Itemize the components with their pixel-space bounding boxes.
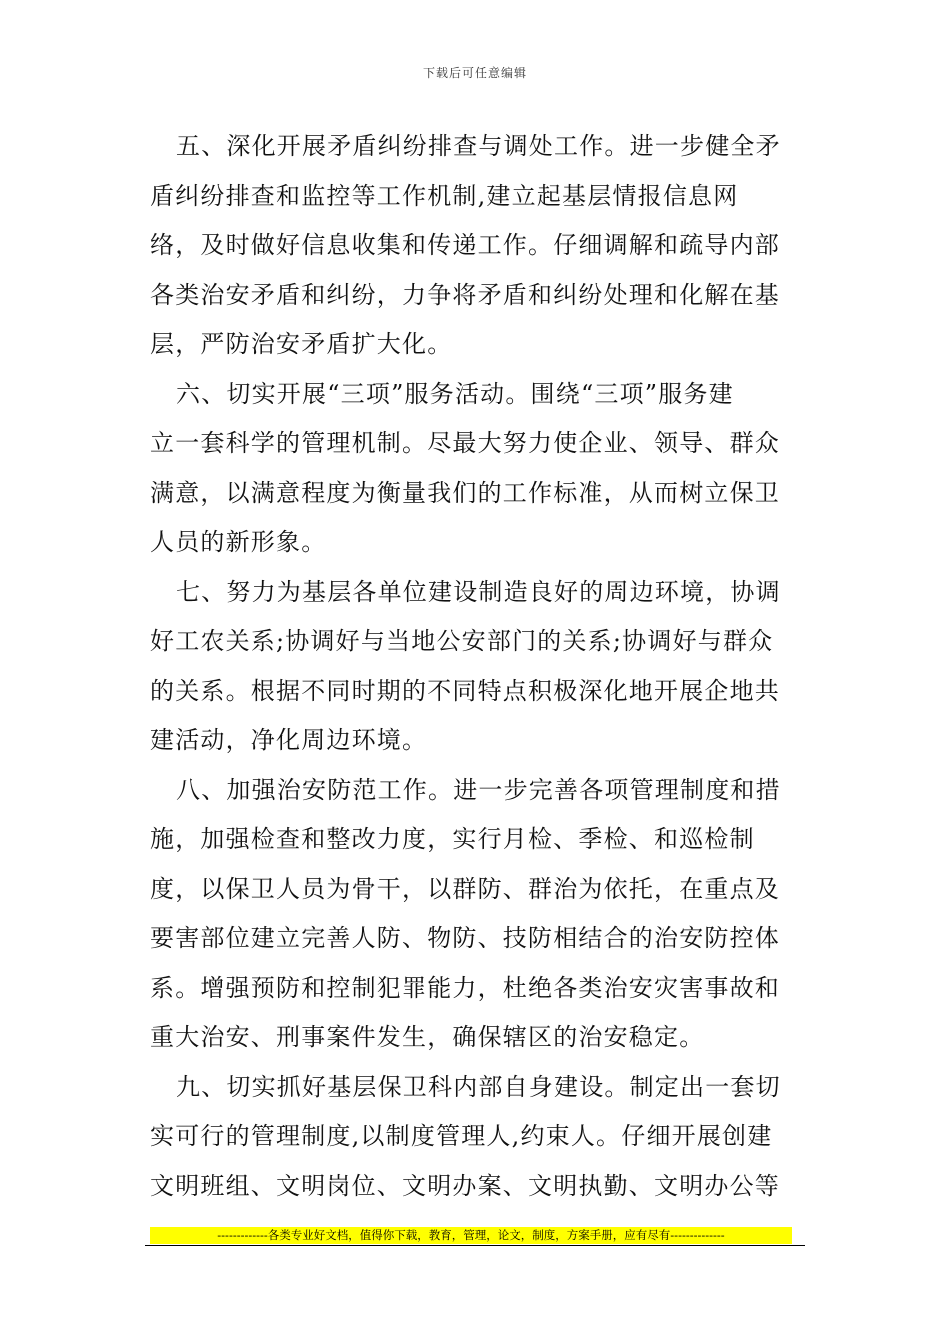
text-line: 施，加强检查和整改力度，实行月检、季检、和巡检制 [150, 825, 755, 853]
text-line: 七、努力为基层各单位建设制造良好的周边环境，协调 [176, 577, 781, 606]
text-line: 层，严防治安矛盾扩大化。 [150, 330, 453, 358]
text-line: 实可行的管理制度,以制度管理人,约束人。仔细开展创建 [150, 1122, 773, 1150]
text-line: 九、切实抓好基层保卫科内部自身建设。制定出一套切 [176, 1072, 781, 1101]
text-line: 好工农关系;协调好与当地公安部门的关系;协调好与群众 [150, 627, 774, 655]
footer-banner: -------------各类专业好文档，值得你下载，教育，管理，论文，制度，方案手册，应有尽有-------------- [150, 1227, 792, 1244]
text-line: 盾纠纷排查和监控等工作机制,建立起基层情报信息网 [150, 181, 739, 210]
footer-rule [145, 1245, 805, 1246]
text-line: 八、加强治安防范工作。进一步完善各项管理制度和措 [176, 775, 781, 804]
text-line: 五、深化开展矛盾纠纷排查与调处工作。进一步健全矛 [176, 132, 781, 160]
text-line: 络，及时做好信息收集和传递工作。仔细调解和疏导内部 [150, 231, 780, 259]
body-text [150, 122, 800, 1211]
text-line: 系。增强预防和控制犯罪能力，杜绝各类治安灾害事故和 [150, 973, 780, 1002]
text-line: 六、切实开展“三项”服务活动。围绕“三项”服务建 [176, 379, 734, 408]
text-line: 度，以保卫人员为骨干，以群防、群治为依托，在重点及 [150, 874, 780, 903]
text-line: 文明班组、文明岗位、文明办案、文明执勤、文明办公等 [150, 1171, 780, 1200]
text-line: 人员的新形象。 [150, 528, 327, 556]
text-line: 立一套科学的管理机制。尽最大努力使企业、领导、群众 [150, 429, 780, 457]
header-note: 下载后可任意编辑 [422, 66, 527, 80]
text-line: 建活动，净化周边环境。 [150, 726, 428, 754]
text-line: 重大治安、刑事案件发生，确保辖区的治安稳定。 [150, 1023, 705, 1051]
text-line: 各类治安矛盾和纠纷，力争将矛盾和纠纷处理和化解在基 [150, 280, 780, 309]
text-line: 的关系。根据不同时期的不同特点积极深化地开展企地共 [150, 676, 780, 705]
text-line: 满意，以满意程度为衡量我们的工作标准，从而树立保卫 [150, 478, 780, 507]
text-line: 要害部位建立完善人防、物防、技防相结合的治安防控体 [150, 924, 780, 952]
